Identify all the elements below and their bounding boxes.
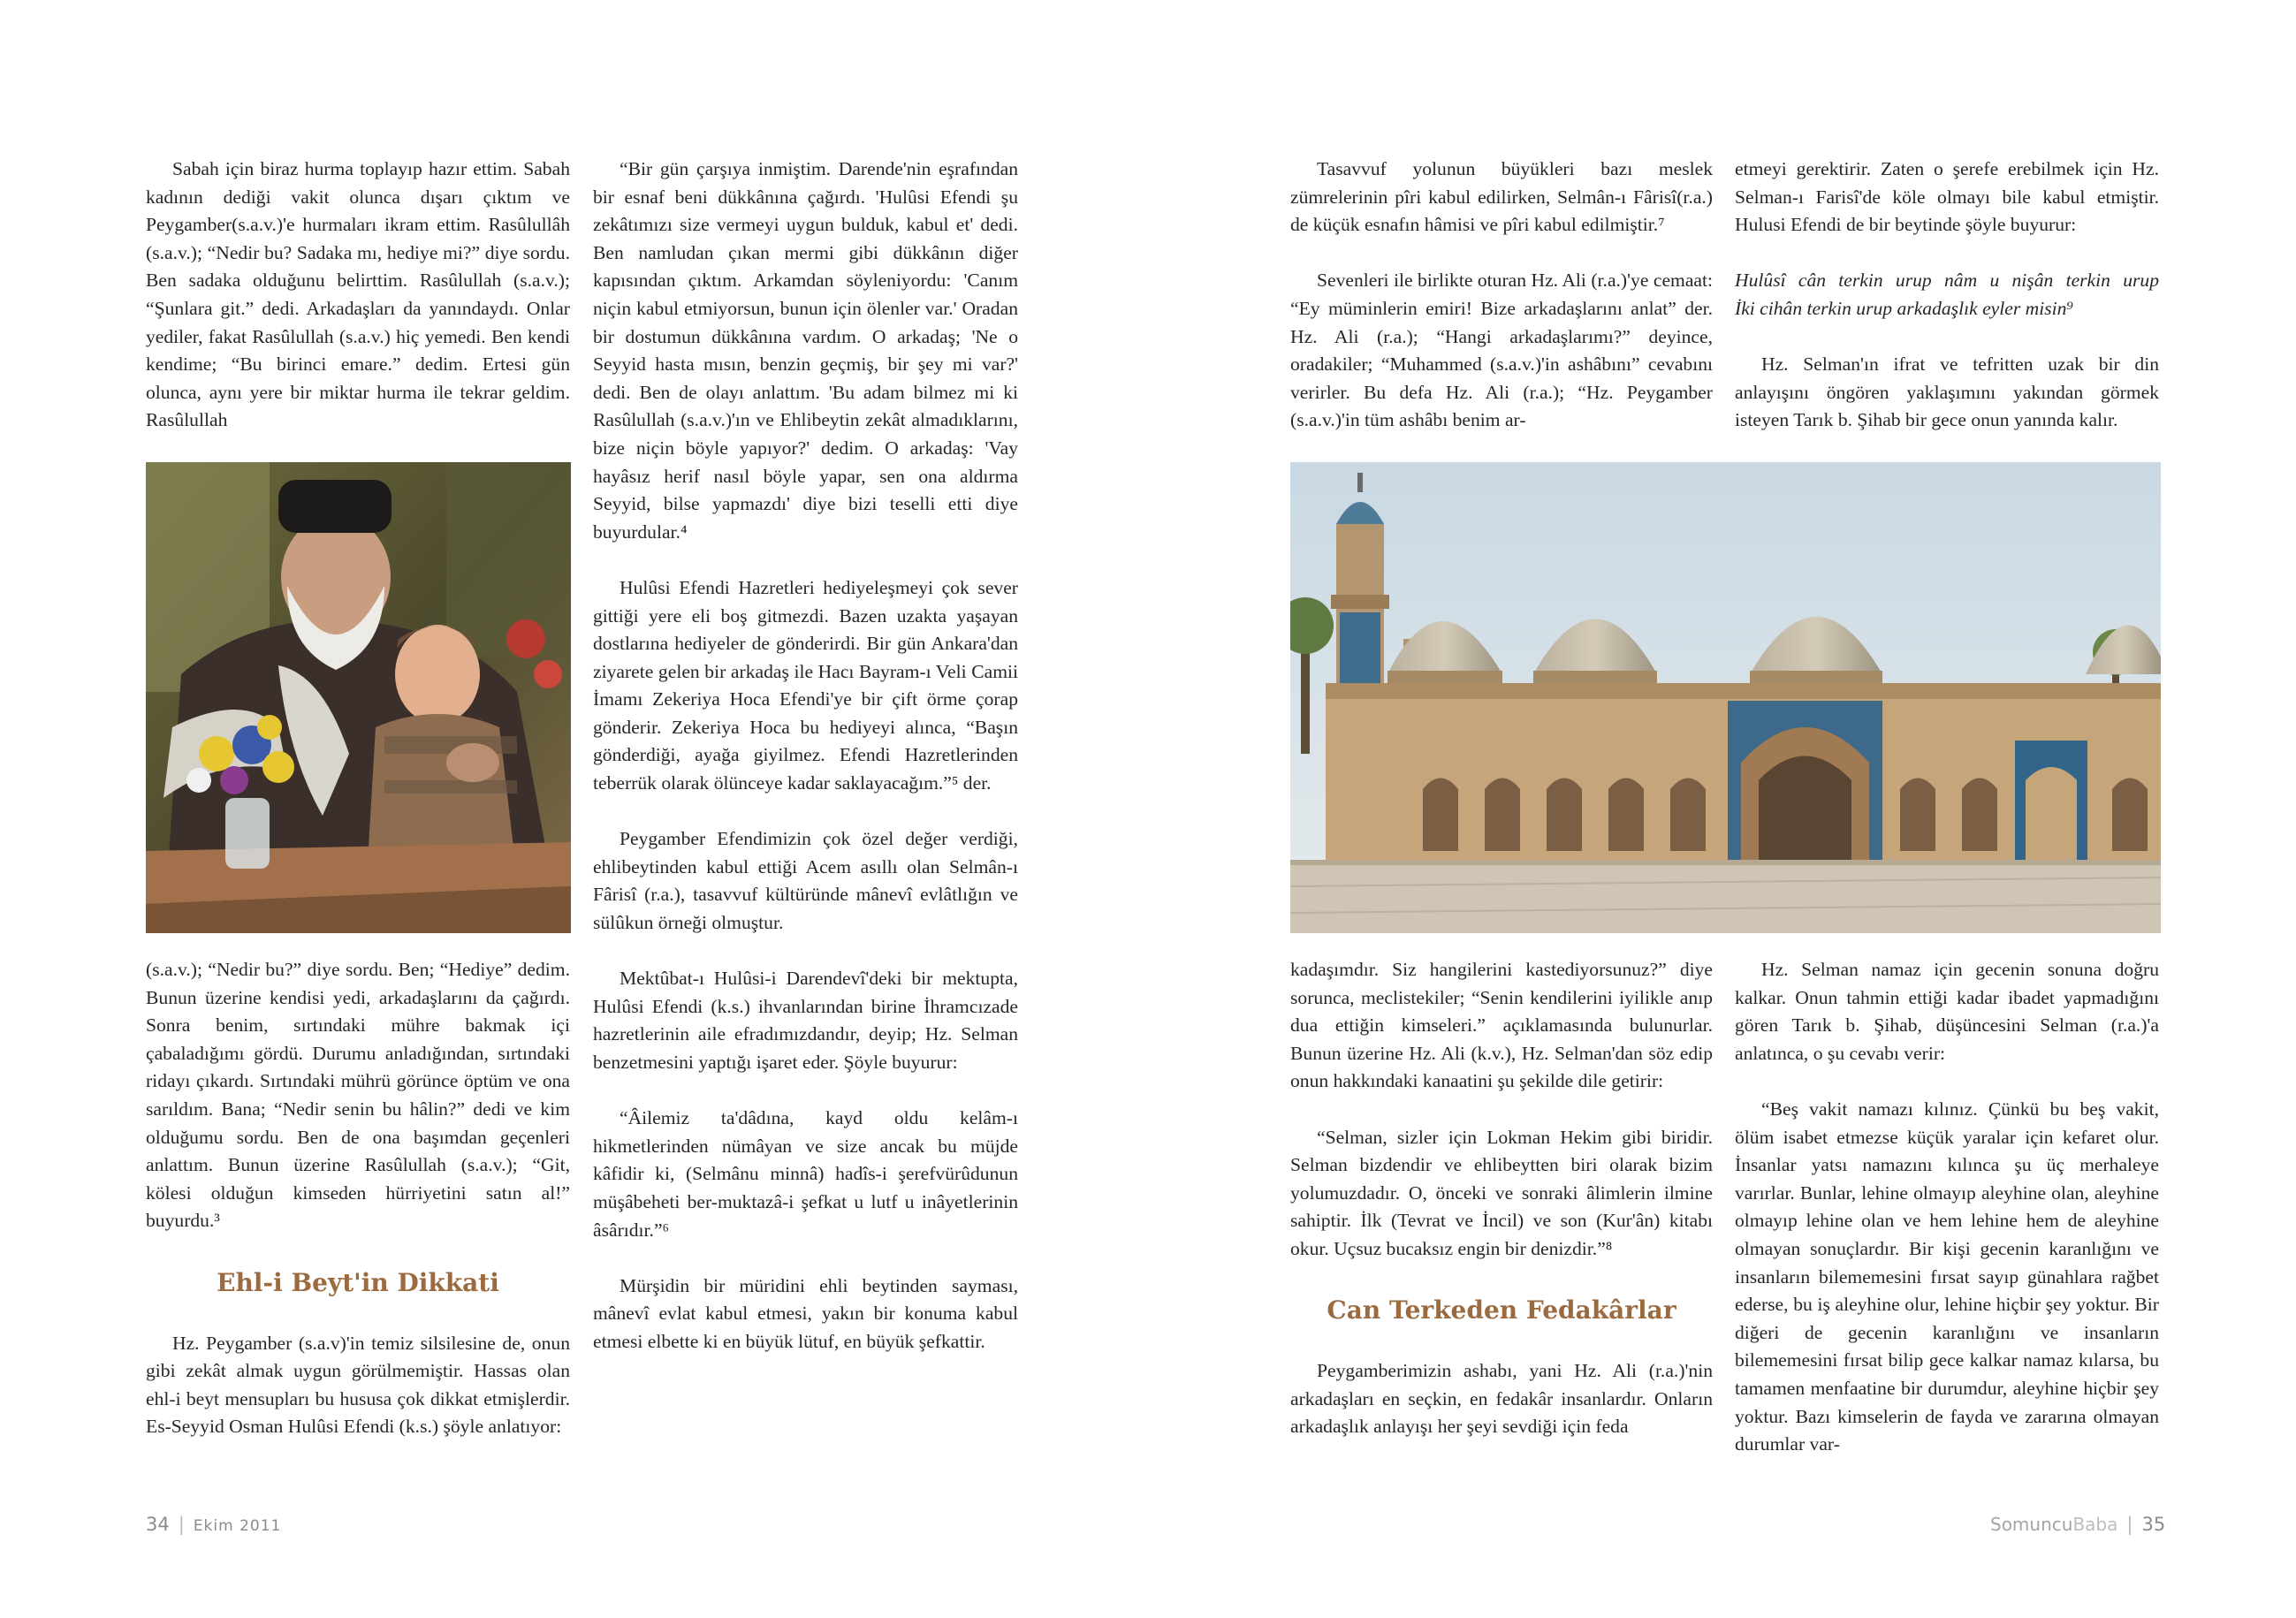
mosque-image	[1290, 462, 2161, 933]
left-col1-bottom	[146, 956, 570, 1470]
right-folio	[1990, 1514, 2165, 1535]
brand-logo: SomuncuBaba	[1990, 1514, 2118, 1535]
right-col3-top	[1290, 156, 1713, 463]
verse-line: Hulûsî cân terkin urup nâm u nişân terkin urup	[1735, 270, 2159, 292]
paragraph: “Bir gün çarşıya inmiştim. Darende'nin eşrafından bir esnaf beni dükkânına çağırdı. 'Hulûsi Efendi şu zekâtımızı size vermeyi uygun bulduk, kabul et' dedi. Ben namludan çıkan mermi gibi dükkânın diğer kapısından çıktım. Arkamdan söyleniyordu: 'Canım niçin kabul etmiyorsun, bunun için ölenler var.' Oradan bir dostumun dükkânına vardım. O arkadaş; 'Ne o Seyyid hasta mısın, benzin geçmiş, bir şey mi var?' dedi. Ben de olayı anlattım. 'Bu adam bilmez mi ki Rasûlullah (s.a.v.)'ın ve Ehlibeytin zekât almadıklarını, bize niçin böyle yapıyor?' dedim. O arkadaş: 'Vay hayâsız herif nasıl böyle yapar, sen ona aldırma Seyyid, bilse yapmazdı' diye bizi teselli etti diye buyurdular.⁴	[593, 158, 1018, 543]
left-folio	[146, 1514, 281, 1535]
folio-divider: |	[178, 1514, 185, 1535]
paragraph: “Beş vakit namazı kılınız. Çünkü bu beş vakit, ölüm isabet etmezse küçük yaralar için kefaret olur. İnsanlar yatsı namazını kılınca şu üç merhaleye varırlar. Bunlar, lehine olmayıp aleyhine olan, aleyhine olmayıp lehine olan ve hem lehine hem de aleyhine olmayan sonuçlardır. Bir kişi gecenin karanlığını ve insanların bilememesini fırsat sayıp günahlara rağbet ederse, bu iş aleyhine olur, lehine hiçbir şey yoktur. Bir diğeri de gecenin karanlığını ve insanların bilememesini fırsat bilip gece kalkar namaz kılarsa, bu tamamen menfaatine bir durumdur, aleyhine hiçbir şey yoktur. Bazı kimselerin de fayda ve zararına olmayan durumlar var-	[1735, 1098, 2159, 1455]
section-heading: Can Terkeden Fedakârlar	[1327, 1295, 1676, 1326]
paragraph: Hz. Selman'ın ifrat ve tefritten uzak bir din anlayışını öngören yaklaşımını yakından görmek isteyen Tarık b. Şihab bir gece onun yanında kalır.	[1735, 353, 2159, 431]
right-col4-top	[1735, 156, 2159, 463]
page-number: 34	[146, 1514, 170, 1535]
folio-divider: |	[2126, 1514, 2133, 1535]
photo-elder-and-child	[146, 462, 571, 933]
paragraph: Peygamber Efendimizin çok özel değer verdiği, ehlibeytinden kabul ettiği Acem asıllı olan Selmân-ı Fârisî (r.a.), tasavvuf kültüründe mânevî evlâtlığın ve sülûkun örneği olmuştur.	[593, 828, 1018, 934]
page-number: 35	[2141, 1514, 2166, 1535]
paragraph: Hz. Peygamber (s.a.v)'in temiz silsilesine de, onun gibi zekât almak uygun görülmemiştir. Hassas olan ehl-i beyt mensupları bu hususa çok dikkat etmişlerdir. Es-Seyyid Osman Hulûsi Efendi (k.s.) şöyle anlatıyor:	[146, 1332, 570, 1438]
section-heading: Ehl-i Beyt'in Dikkati	[217, 1267, 499, 1297]
paragraph: “Selman, sizler için Lokman Hekim gibi biridir. Selman bizdendir ve ehlibeytten biri olarak bizim yolumuzdadır. O, önceki ve sonraki âlimlerin ilmine sahiptir. İlk (Tevrat ve İncil) ve son (Kur'ân) kitabı okur. Uçsuz bucaksız engin bir denizdir.”⁸	[1290, 1126, 1713, 1259]
paragraph: Hulûsi Efendi Hazretleri hediyeleşmeyi çok sever gittiği yere eli boş gitmezdi. Bazen uzakta yaşayan dostlarına hediyeler de gönderirdi. Bir gün Ankara'dan ziyarete gelen bir arkadaş ile Hacı Bayram-ı Veli Camii İmamı Zekeriya Hoca Efendi'ye bir çift örme çorap gönderir. Zekeriya Hoca bu hediyeyi alınca, “Başın gönderdiği, ayağa giyilmez. Efendi Hazretlerinden teberrük olarak ölünceye kadar saklayacağım.”⁵ der.	[593, 576, 1018, 794]
paragraph: Sevenleri ile birlikte oturan Hz. Ali (r.a.)'ye cemaat: “Ey müminlerin emiri! Bize arkadaşlarını anlat” der. Hz. Ali (r.a.); “Hangi arkadaşlarımı?” deyince, oradakiler; “Muhammed (s.a.v.)'in ashâbını” cevabını verirler. Bu defa Hz. Ali (r.a.); “Hz. Peygamber (s.a.v.)'in tüm ashâbı benim ar-	[1290, 270, 1713, 431]
paragraph: Sabah için biraz hurma toplayıp hazır ettim. Sabah kadının dediği vakit olunca dışarı çıktım ve Peygamber(s.a.v.)'e hurmaları ikram ettim. Rasûlullâh (s.a.v.); “Nedir bu? Sadaka mı, hediye mi?” diye sordu. Ben sadaka olduğunu belirttim. Rasûlullah (s.a.v.); “Şunlara git.” dedi. Arkadaşları da yanındaydı. Onlar yediler, fakat Rasûlullah (s.a.v.) hiç yemedi. Ben kendi kendime; “Bu birinci emare.” dedim. Ertesi gün olunca, aynı yere bir miktar hurma ile tekrar geldim. Rasûlullah	[146, 158, 570, 431]
paragraph: Mürşidin bir müridini ehli beytinden sayması, mânevî evlat kabul etmesi, yakın bir konuma kabul etmesi elbette ki en büyük lütuf, en büyük şefkattir.	[593, 1274, 1018, 1352]
paragraph: “Âilemiz ta'dâdına, kayd oldu kelâm-ı hikmetlerinden nümâyan ve size ancak bu müjde kâfidir ki, (Selmânu minnâ) hadîs-i şerefvürûdunun müşâbeheti ber-muktazâ-i şefkat u lutf u inâyetlerinin âsârıdır.”⁶	[593, 1107, 1018, 1241]
elder-child-image	[146, 462, 571, 933]
right-col4-bottom	[1735, 956, 2159, 1486]
paragraph: Hz. Selman namaz için gecenin sonuna doğru kalkar. Onun tahmin ettiği kadar ibadet yapmadığını gören Tarık b. Şihab, düşüncesini Selman (r.a.)'a anlatınca, o şu cevabı verir:	[1735, 959, 2159, 1064]
paragraph: etmeyi gerektirir. Zaten o şerefe erebilmek için Hz. Selman-ı Farisî'de köle olmayı bile kabul etmiştir. Hulusi Efendi de bir beytinde şöyle buyurur:	[1735, 158, 2159, 236]
left-col2	[593, 156, 1018, 1384]
paragraph: Mektûbat-ı Hulûsi-i Darendevî'deki bir mektupta, Hulûsi Efendi (k.s.) ihvanlarından birine İhramcızade hazretlerinin aile efradımızdandır, deyip; Hz. Selman benzetmesini yaptığı işaret eder. Şöyle buyurur:	[593, 968, 1018, 1073]
issue-date: Ekim 2011	[193, 1517, 282, 1535]
right-col3-bottom	[1290, 956, 1713, 1470]
paragraph: (s.a.v.); “Nedir bu?” diye sordu. Ben; “Hediye” dedim. Bunun üzerine kendisi yedi, arkadaşlarını da çağırdı. Sonra benim, sırtındaki mühre bakmak içi çabaladığımı gördü. Durumu anladığından, sırtındaki ridayı çıkardı. Sırtındaki mührü görünce öptüm ve ona sarıldım. Bana; “Nedir senin bu hâlin?” dedi ve kim olduğumu sordu. Ben de ona başımdan geçenleri anlattım. Bunun üzerine Rasûlullah (s.a.v.); “Git, kölesi olduğun kimseden hürriyetini satın al!” buyurdu.³	[146, 959, 570, 1232]
verse-line: İki cihân terkin urup arkadaşlık eyler misin⁹	[1735, 297, 2073, 319]
left-col1-top	[146, 156, 570, 463]
paragraph: Peygamberimizin ashabı, yani Hz. Ali (r.a.)'nin arkadaşları en seçkin, en fedakâr insanlardır. Onların arkadaşlık anlayışı her şeyi sevdiği için feda	[1290, 1360, 1713, 1438]
paragraph: Tasavvuf yolunun büyükleri bazı meslek zümrelerinin pîri kabul edilirken, Selmân-ı Fârisî(r.a.) de küçük esnafın hâmisi ve pîri kabul edilmiştir.⁷	[1290, 158, 1713, 236]
paragraph: kadaşımdır. Siz hangilerini kastediyorsunuz?” diye sorunca, meclistekiler; “Senin kendilerini iyilikle anıp dua ettiğin kimseleri.” açıklamasında bulunurlar. Bunun üzerine Hz. Ali (k.v.), Hz. Selman'dan söz edip onun hakkındaki kanaatini şu şekilde dile getirir:	[1290, 959, 1713, 1092]
photo-mosque	[1290, 462, 2161, 933]
